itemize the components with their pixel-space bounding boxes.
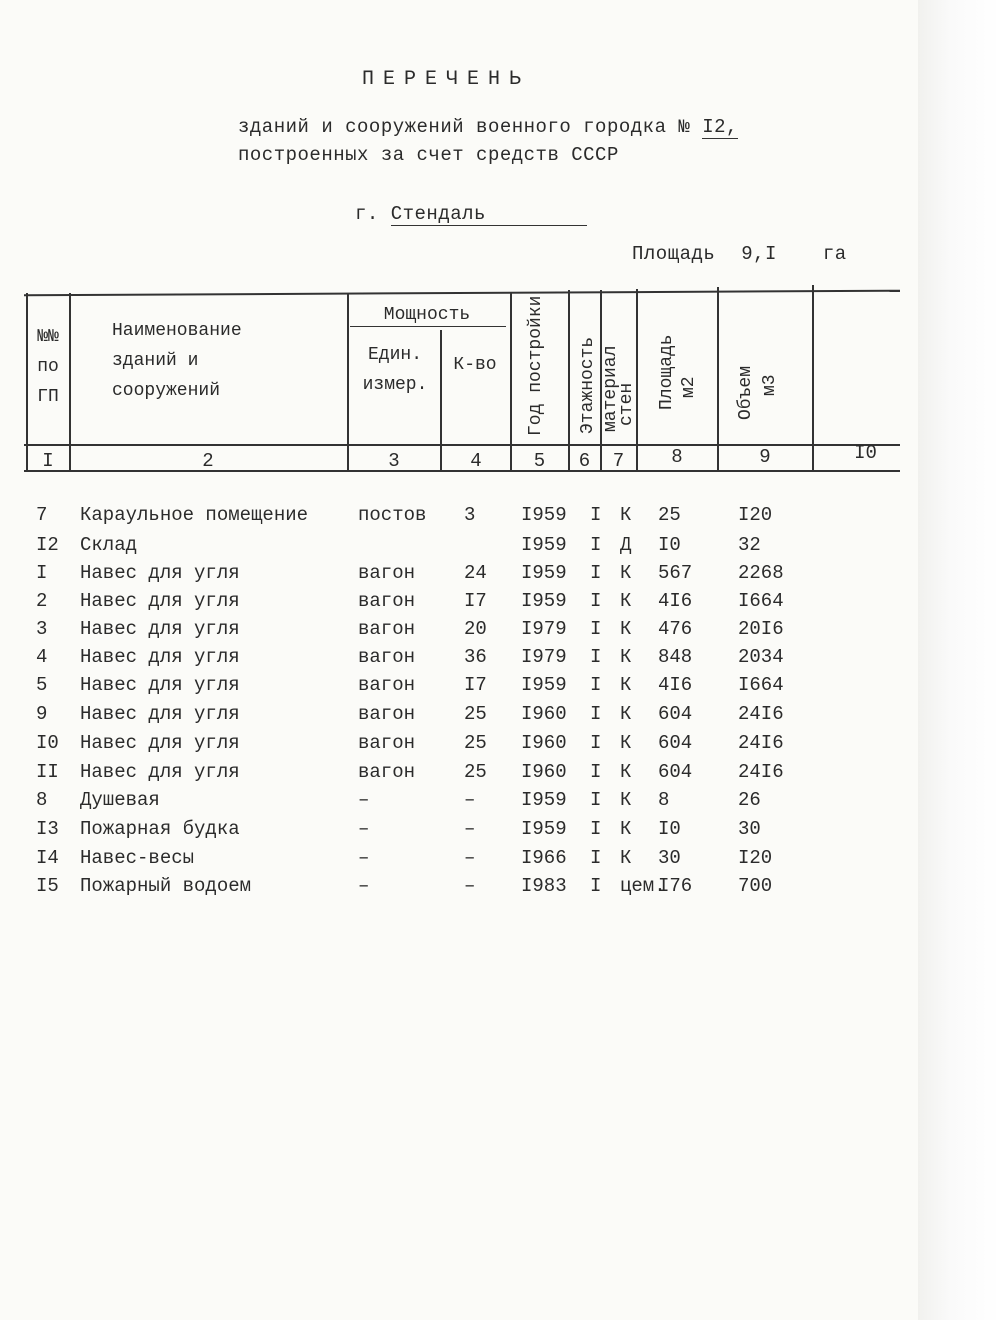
- cell-gp: I0: [36, 732, 59, 754]
- cell-year: I959: [521, 534, 567, 556]
- cell-year: I959: [521, 674, 567, 696]
- header-col-6: Этажность: [578, 336, 598, 434]
- table-row: [0, 674, 918, 702]
- cell-gp: I: [36, 562, 48, 584]
- cell-qty: I7: [464, 674, 487, 696]
- cell-year: I959: [521, 789, 567, 811]
- cell-vol: I664: [738, 674, 784, 696]
- cell-unit: вагон: [358, 761, 416, 783]
- cell-gp: 4: [36, 646, 48, 668]
- city-name: Стендаль: [391, 203, 587, 226]
- cell-qty: –: [464, 818, 476, 840]
- cell-floors: I: [590, 504, 602, 526]
- cell-mat: К: [620, 618, 632, 640]
- cell-mat: К: [620, 562, 632, 584]
- cell-vol: I664: [738, 590, 784, 612]
- cell-floors: I: [590, 534, 602, 556]
- header-col-1: №№ по ГП: [37, 327, 59, 407]
- cell-floors: I: [590, 847, 602, 869]
- area-label: Площадь: [632, 243, 716, 265]
- cell-area: 8: [658, 789, 670, 811]
- cell-mat: К: [620, 761, 632, 783]
- cell-vol: 24I6: [738, 703, 784, 725]
- cell-floors: I: [590, 875, 602, 897]
- cell-year: I979: [521, 618, 567, 640]
- cell-vol: 700: [738, 875, 773, 897]
- cell-floors: I: [590, 618, 602, 640]
- cell-gp: I5: [36, 875, 59, 897]
- cell-qty: 24: [464, 562, 487, 584]
- cell-mat: К: [620, 847, 632, 869]
- cell-unit: вагон: [358, 703, 416, 725]
- cell-qty: –: [464, 789, 476, 811]
- cell-year: I979: [521, 646, 567, 668]
- cell-name: Навес для угля: [80, 732, 240, 754]
- cell-year: I983: [521, 875, 567, 897]
- cell-name: Навес для угля: [80, 618, 240, 640]
- cell-gp: I3: [36, 818, 59, 840]
- cell-area: 4I6: [658, 674, 693, 696]
- cell-name: Душевая: [80, 789, 160, 811]
- cell-unit: –: [358, 818, 370, 840]
- header-col-3: Един. измер.: [362, 345, 428, 395]
- table-row: [0, 504, 918, 532]
- cell-floors: I: [590, 703, 602, 725]
- cell-floors: I: [590, 818, 602, 840]
- table-row: [0, 618, 918, 646]
- table-row: [0, 875, 918, 903]
- cell-year: I960: [521, 703, 567, 725]
- subtitle-line-2: построенных за счет средств СССР: [238, 144, 619, 166]
- cell-qty: I7: [464, 590, 487, 612]
- cell-vol: 32: [738, 534, 761, 556]
- header-power-group: Мощность: [383, 305, 471, 325]
- cell-gp: 8: [36, 789, 48, 811]
- cell-qty: 3: [464, 504, 476, 526]
- cell-unit: вагон: [358, 732, 416, 754]
- cell-floors: I: [590, 761, 602, 783]
- header-col-7: материал стен: [601, 345, 637, 432]
- cell-floors: I: [590, 562, 602, 584]
- cell-gp: 9: [36, 703, 48, 725]
- cell-name: Навес для угля: [80, 562, 240, 584]
- table-row: [0, 646, 918, 674]
- cell-floors: I: [590, 732, 602, 754]
- cell-unit: –: [358, 875, 370, 897]
- header-col-8: Площадь м2: [657, 334, 699, 410]
- cell-qty: 25: [464, 761, 487, 783]
- cell-vol: 26: [738, 789, 761, 811]
- header-col-2: Наименование зданий и сооружений: [112, 321, 242, 401]
- cell-gp: 3: [36, 618, 48, 640]
- cell-mat: К: [620, 504, 632, 526]
- cell-qty: 36: [464, 646, 487, 668]
- cell-area: 604: [658, 703, 693, 725]
- town-number: I2,: [702, 116, 738, 138]
- cell-vol: 2034: [738, 646, 784, 668]
- cell-mat: К: [620, 674, 632, 696]
- cell-name: Навес для угля: [80, 646, 240, 668]
- cell-vol: 2268: [738, 562, 784, 584]
- header-col-4: К-во: [453, 355, 497, 375]
- cell-mat: К: [620, 789, 632, 811]
- cell-name: Навес для угля: [80, 674, 240, 696]
- cell-mat: К: [620, 818, 632, 840]
- cell-vol: 30: [738, 818, 761, 840]
- table-row: [0, 534, 918, 562]
- cell-floors: I: [590, 674, 602, 696]
- table-row: [0, 818, 918, 846]
- cell-qty: 25: [464, 703, 487, 725]
- table-row: [0, 562, 918, 590]
- cell-gp: 2: [36, 590, 48, 612]
- table-row: [0, 789, 918, 817]
- cell-name: Пожарный водоем: [80, 875, 252, 897]
- cell-vol: 24I6: [738, 732, 784, 754]
- cell-unit: вагон: [358, 674, 416, 696]
- page-edge: [918, 0, 1000, 1320]
- cell-vol: 24I6: [738, 761, 784, 783]
- city-prefix: г.: [355, 203, 379, 225]
- cell-qty: 20: [464, 618, 487, 640]
- cell-gp: I2: [36, 534, 59, 556]
- cell-unit: –: [358, 847, 370, 869]
- cell-mat: К: [620, 732, 632, 754]
- cell-unit: вагон: [358, 646, 416, 668]
- cell-floors: I: [590, 789, 602, 811]
- cell-qty: –: [464, 847, 476, 869]
- cell-unit: вагон: [358, 590, 416, 612]
- cell-year: I960: [521, 732, 567, 754]
- cell-area: 567: [658, 562, 693, 584]
- cell-unit: постов: [358, 504, 427, 526]
- city-line: [355, 203, 587, 226]
- cell-gp: II: [36, 761, 59, 783]
- cell-name: Навес для угля: [80, 703, 240, 725]
- cell-area: I0: [658, 818, 681, 840]
- cell-area: 848: [658, 646, 693, 668]
- table-row: [0, 703, 918, 731]
- area-unit: га: [822, 243, 847, 265]
- cell-area: 4I6: [658, 590, 693, 612]
- cell-year: I966: [521, 847, 567, 869]
- cell-mat: цем.: [620, 875, 666, 897]
- area-line: [632, 243, 847, 265]
- cell-year: I959: [521, 818, 567, 840]
- cell-area: I0: [658, 534, 681, 556]
- cell-gp: I4: [36, 847, 59, 869]
- cell-mat: К: [620, 590, 632, 612]
- cell-area: 30: [658, 847, 681, 869]
- cell-unit: вагон: [358, 562, 416, 584]
- table-row: [0, 590, 918, 618]
- document-title: ПЕРЕЧЕНЬ: [362, 68, 531, 91]
- cell-name: Склад: [80, 534, 138, 556]
- cell-area: I76: [658, 875, 693, 897]
- cell-mat: К: [620, 703, 632, 725]
- subtitle-prefix: зданий и сооружений военного городка №: [238, 116, 691, 138]
- cell-vol: I20: [738, 847, 773, 869]
- area-value: 9,I: [741, 243, 777, 265]
- cell-area: 604: [658, 761, 693, 783]
- cell-area: 476: [658, 618, 693, 640]
- header-col-5: Год постройки: [526, 295, 546, 436]
- cell-name: Навес-весы: [80, 847, 195, 869]
- cell-area: 25: [658, 504, 681, 526]
- cell-name: Пожарная будка: [80, 818, 240, 840]
- cell-mat: Д: [620, 534, 632, 556]
- cell-year: I959: [521, 562, 567, 584]
- cell-area: 604: [658, 732, 693, 754]
- cell-name: Навес для угля: [80, 590, 240, 612]
- cell-unit: вагон: [358, 618, 416, 640]
- cell-year: I959: [521, 504, 567, 526]
- header-col-9: Объем м3: [736, 365, 780, 420]
- subtitle-line-1: [238, 116, 738, 139]
- cell-gp: 7: [36, 504, 48, 526]
- cell-mat: К: [620, 646, 632, 668]
- cell-floors: I: [590, 646, 602, 668]
- cell-name: Караульное помещение: [80, 504, 309, 526]
- table-row: [0, 761, 918, 789]
- cell-qty: 25: [464, 732, 487, 754]
- cell-unit: –: [358, 789, 370, 811]
- cell-vol: I20: [738, 504, 773, 526]
- table-row: [0, 847, 918, 875]
- cell-qty: –: [464, 875, 476, 897]
- table-row: [0, 732, 918, 760]
- cell-vol: 20I6: [738, 618, 784, 640]
- cell-year: I960: [521, 761, 567, 783]
- cell-year: I959: [521, 590, 567, 612]
- cell-floors: I: [590, 590, 602, 612]
- cell-gp: 5: [36, 674, 48, 696]
- cell-name: Навес для угля: [80, 761, 240, 783]
